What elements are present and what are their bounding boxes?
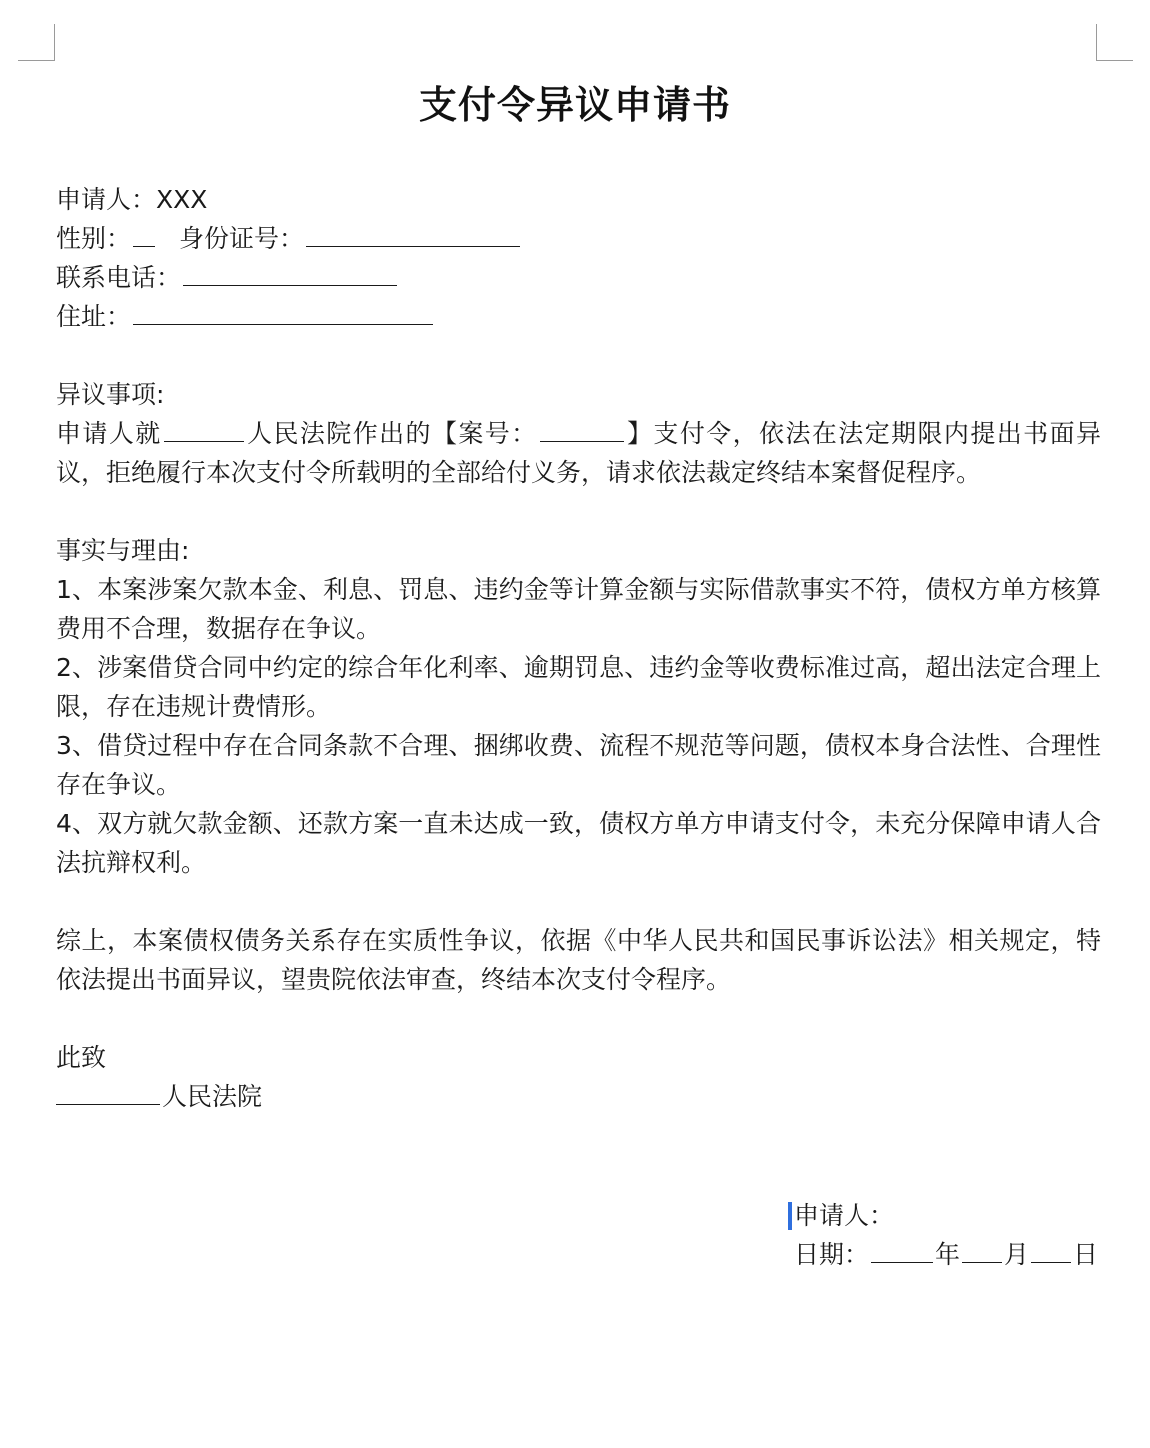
- fact-item-1: 1、本案涉案欠款本金、利息、罚息、违约金等计算金额与实际借款事实不符，债权方单方核算费用不合理，数据存在争议。: [56, 575, 1101, 643]
- address-line: [56, 297, 1101, 336]
- gender-id-line: [56, 219, 1101, 258]
- salutation: 此致: [56, 1043, 107, 1072]
- fact-item-2: 2、涉案借贷合同中约定的综合年化利率、逾期罚息、违约金等收费标准过高，超出法定合理上限，存在违规计费情形。: [56, 653, 1101, 721]
- applicant-name-value: XXX: [156, 185, 208, 214]
- phone-line: [56, 258, 1101, 297]
- signature-date-line: [794, 1235, 1098, 1274]
- applicant-name-label: 申请人：: [56, 185, 157, 214]
- day-blank: [1031, 1236, 1071, 1263]
- objection-text-2: 人民法院作出的【案号：: [245, 419, 538, 448]
- gender-blank: [133, 220, 155, 247]
- court-line: [56, 1077, 1101, 1116]
- date-label: 日期：: [794, 1240, 870, 1269]
- id-number-blank: [306, 220, 520, 247]
- address-label: 住址：: [56, 302, 132, 331]
- address-blank: [133, 298, 433, 325]
- id-number-label: 身份证号：: [179, 224, 305, 253]
- signature-block: [794, 1196, 1098, 1274]
- applicant-name-line: [56, 180, 1101, 219]
- corner-mark-top-right: [1096, 24, 1133, 61]
- signature-applicant-label: 申请人：: [794, 1201, 895, 1230]
- document-title: 支付令异议申请书: [418, 83, 731, 127]
- text-cursor: [788, 1202, 792, 1230]
- document-body: [56, 180, 1101, 1116]
- day-label: 日: [1073, 1240, 1099, 1269]
- conclusion-paragraph: 综上，本案债权债务关系存在实质性争议，依据《中华人民共和国民事诉讼法》相关规定，特依法提出书面异议，望贵院依法审查，终结本次支付令程序。: [56, 926, 1101, 994]
- court-suffix: 人民法院: [162, 1082, 263, 1111]
- month-label: 月: [1004, 1240, 1030, 1269]
- year-blank: [871, 1236, 933, 1263]
- corner-mark-top-left: [18, 24, 55, 61]
- month-blank: [962, 1236, 1002, 1263]
- fact-item-4: 4、双方就欠款金额、还款方案一直未达成一致，债权方单方申请支付令，未充分保障申请人合法抗辩权利。: [56, 809, 1101, 877]
- signature-applicant-line: [794, 1196, 1098, 1235]
- phone-label: 联系电话：: [56, 263, 182, 292]
- case-number-blank: [540, 415, 624, 442]
- objection-text-1: 申请人就: [56, 419, 162, 448]
- court-blank: [164, 415, 244, 442]
- phone-blank: [183, 259, 397, 286]
- court-name-blank: [56, 1078, 160, 1105]
- objection-text-3: 】支付令，依法在法定期限内提出书面异议，拒绝履行本次支付令所载明的全部给付义务，请求依法裁定终结本案督促程序。: [56, 419, 1101, 487]
- year-label: 年: [935, 1240, 961, 1269]
- objection-heading: 异议事项:: [56, 380, 165, 409]
- objection-paragraph: [56, 414, 1101, 492]
- facts-heading: 事实与理由:: [56, 536, 190, 565]
- fact-item-3: 3、借贷过程中存在合同条款不合理、捆绑收费、流程不规范等问题，债权本身合法性、合理性存在争议。: [56, 731, 1101, 799]
- gender-label: 性别：: [56, 224, 132, 253]
